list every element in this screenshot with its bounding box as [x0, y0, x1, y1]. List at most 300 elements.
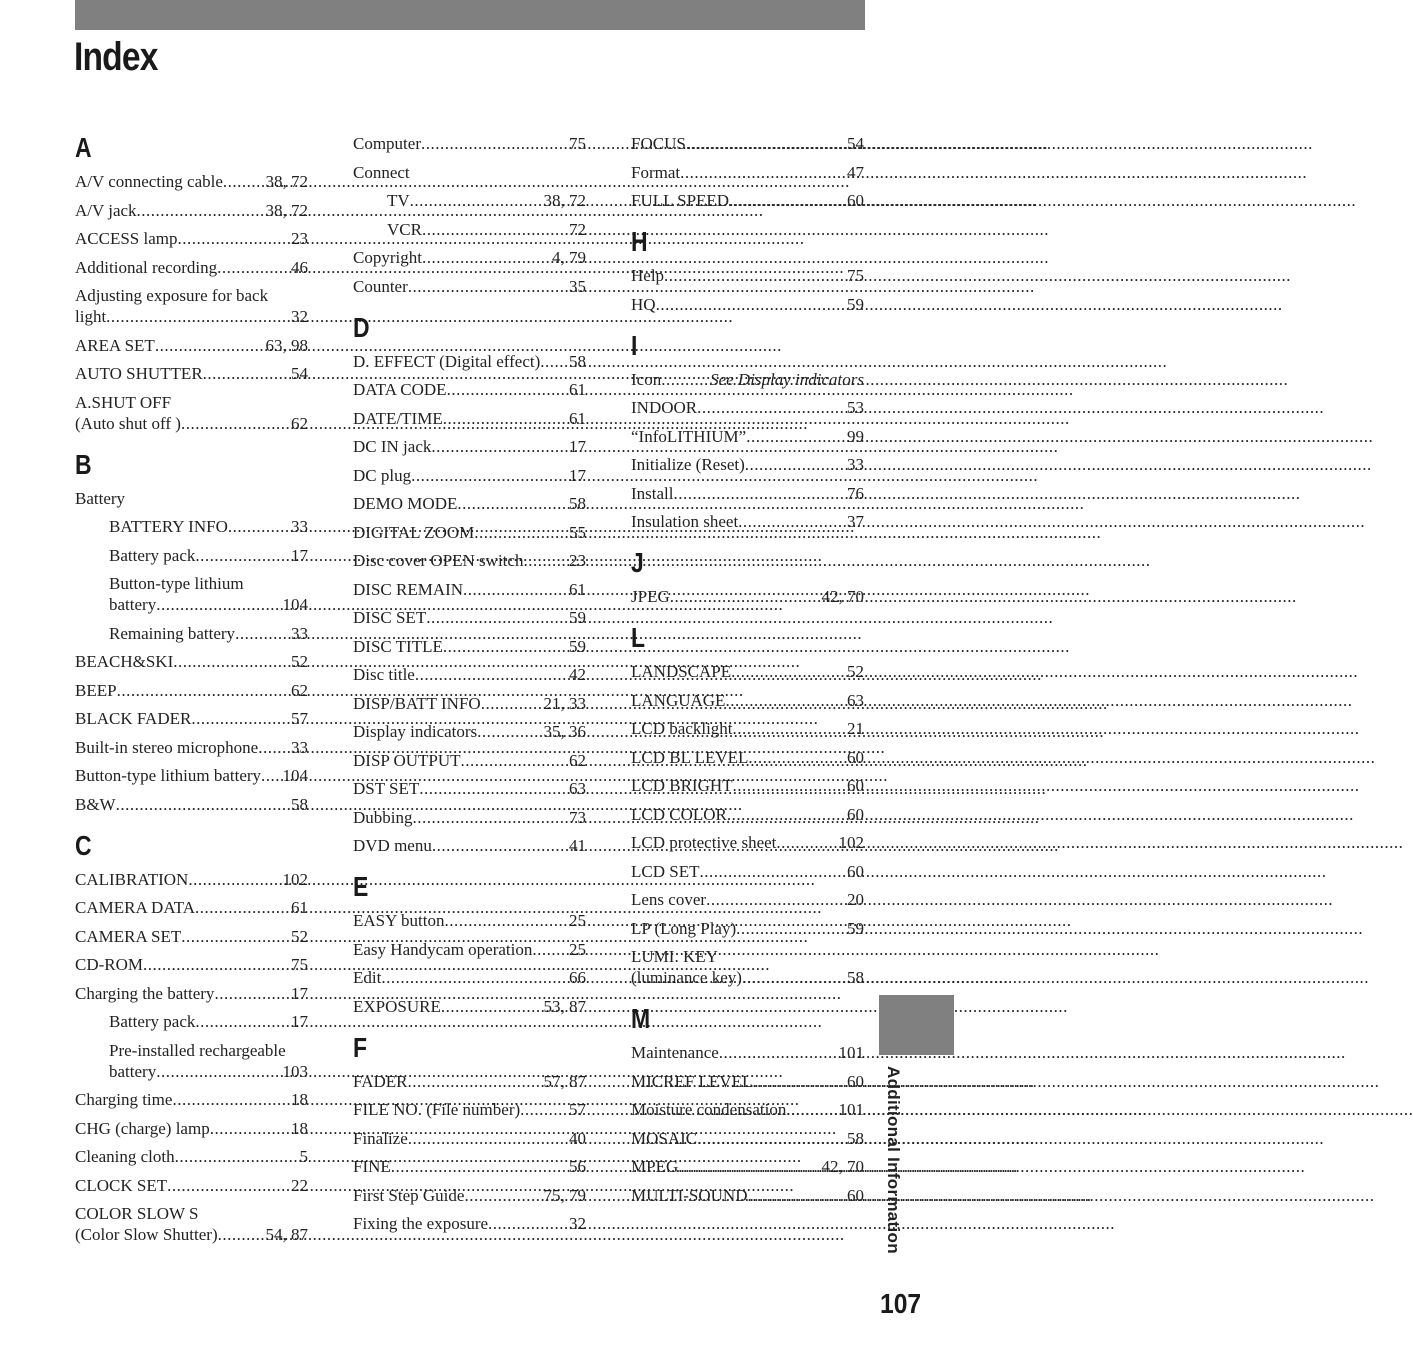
section-label-container: [877, 1066, 909, 1258]
entry-term: FILE NO. (File number): [353, 1100, 521, 1119]
dot-leader: [463, 579, 567, 600]
entry-term: LCD BRIGHT: [631, 776, 733, 795]
section-letter: M: [631, 1003, 651, 1034]
entry-page: 101: [838, 1043, 864, 1062]
entry-page: 73: [569, 807, 586, 827]
entry-term: Finalize: [353, 1128, 408, 1148]
entry-page: 53: [847, 398, 864, 417]
dot-leader: [381, 967, 567, 988]
entry-page: 17: [569, 465, 586, 485]
index-entry: [75, 1203, 308, 1245]
entry-page: 60: [847, 1185, 864, 1205]
entry-page: 60: [847, 776, 864, 795]
entry-page: 58: [569, 351, 586, 371]
dot-leader: [408, 1128, 567, 1149]
entry-line: [631, 1156, 864, 1177]
section-tab: [879, 995, 954, 1055]
index-column-1: [75, 133, 308, 1253]
index-entry: [631, 1156, 864, 1177]
dot-leader: [674, 483, 846, 504]
dot-leader: [686, 133, 845, 154]
dot-leader: [195, 1011, 289, 1032]
entry-term: MULTI-SOUND: [631, 1185, 748, 1205]
dot-leader: [488, 1213, 567, 1234]
entry-line: [631, 775, 864, 796]
entry-term-line: COLOR SLOW S: [75, 1204, 199, 1223]
index-entry: [353, 1128, 586, 1149]
entry-line: [75, 1224, 308, 1245]
index-entry: [631, 426, 864, 447]
index-entry: [631, 586, 864, 607]
index-entry: [353, 1071, 586, 1092]
dot-leader: [457, 493, 567, 514]
index-entry: [353, 522, 586, 543]
dot-leader: [664, 265, 845, 286]
dot-leader: [736, 918, 845, 939]
entry-line: [353, 1213, 586, 1234]
dot-leader: [697, 1128, 845, 1149]
index-entry: [75, 488, 308, 509]
entry-page: 25: [569, 911, 586, 930]
section-letter: H: [631, 226, 648, 257]
dot-leader: [680, 162, 845, 183]
section-letter: B: [75, 448, 92, 480]
entry-term: Computer: [353, 134, 421, 153]
entry-term: AREA SET: [75, 335, 155, 355]
entry-term: DC IN jack: [353, 437, 432, 456]
entry-page: 75: [847, 266, 864, 285]
entry-page: 38, 72: [265, 172, 308, 191]
entry-line: [353, 1099, 586, 1120]
index-entry: [631, 483, 864, 504]
index-entry: [353, 939, 586, 960]
index-entry: [75, 1175, 308, 1196]
dot-leader: [156, 1061, 280, 1082]
dot-leader: [742, 967, 845, 988]
entry-line: [75, 765, 308, 786]
index-entry: [631, 454, 864, 475]
entry-term: DISP OUTPUT: [353, 750, 461, 770]
entry-term: battery: [109, 595, 157, 614]
dot-leader: [167, 1175, 289, 1196]
entry-term: Help: [631, 266, 665, 285]
index-entry: [75, 983, 308, 1004]
entry-term-line: Pre-installed rechargeable: [109, 1040, 286, 1060]
index-entry: [75, 285, 308, 327]
index-entry: [353, 693, 586, 714]
entry-page: 54, 87: [265, 1225, 308, 1244]
entry-page: 60: [847, 747, 864, 767]
entry-line: [353, 807, 586, 828]
entry-line: [109, 545, 308, 566]
entry-term: LCD protective sheet: [631, 833, 777, 852]
entry-page: 58: [569, 494, 586, 513]
index-entry: [631, 661, 864, 682]
entry-term: Edit: [353, 968, 382, 987]
index-entry: [353, 351, 586, 372]
dot-leader: [137, 200, 264, 221]
entry-page: 54: [847, 134, 864, 153]
entry-term: (luminance key): [631, 968, 742, 987]
entry-term: Disc title: [353, 665, 415, 684]
index-entry: [631, 294, 864, 315]
entry-term: DIGITAL ZOOM: [353, 522, 475, 542]
entry-page: 40: [569, 1128, 586, 1148]
entry-line: [353, 162, 586, 183]
section-letter: I: [631, 329, 638, 361]
entry-line: [631, 1071, 864, 1092]
dot-leader: [444, 910, 567, 931]
entry-page: 4, 79: [552, 248, 586, 267]
entry-line: [353, 379, 586, 400]
dot-leader: [776, 832, 836, 853]
entry-page: 104: [282, 766, 308, 785]
entry-term: Copyright: [353, 248, 422, 267]
entry-line: [353, 493, 586, 514]
index-section: [353, 133, 586, 297]
index-entry: [631, 1128, 864, 1149]
entry-term: Display indicators: [353, 722, 478, 741]
entry-page: 101: [838, 1100, 864, 1119]
index-entry: [75, 1040, 308, 1082]
dot-leader: [461, 750, 567, 771]
entry-term: CD-ROM: [75, 955, 144, 974]
index-entry: [631, 918, 864, 939]
entry-page: 33: [847, 455, 864, 474]
index-entry: [353, 967, 586, 988]
entry-page: 59: [847, 294, 864, 314]
entry-page: 42, 70: [821, 587, 864, 606]
entry-page: 33: [291, 623, 308, 643]
entry-line: [353, 579, 586, 600]
dot-leader: [228, 516, 289, 537]
entry-page: 21, 33: [543, 693, 586, 713]
dot-leader: [733, 775, 845, 796]
section-letter: D: [353, 311, 370, 343]
index-entry: [631, 1042, 864, 1063]
dot-leader: [477, 721, 541, 742]
dot-leader: [235, 623, 289, 644]
entry-page: 17: [291, 545, 308, 565]
entry-line: [353, 607, 586, 628]
dot-leader: [413, 807, 568, 828]
entry-line: [631, 397, 864, 418]
entry-line: [75, 869, 308, 890]
entry-term: A/V connecting cable: [75, 172, 223, 191]
index-entry: [631, 832, 864, 853]
entry-line: [631, 190, 864, 211]
dot-leader: [745, 454, 845, 475]
header-bar: [75, 0, 865, 30]
index-section: [631, 227, 864, 315]
entry-line: [353, 1128, 586, 1149]
entry-line: [109, 516, 308, 537]
entry-term: Connect: [353, 162, 410, 182]
entry-page: 102: [838, 833, 864, 852]
dot-leader: [117, 680, 289, 701]
index-entry: [75, 200, 308, 221]
entry-line: [631, 586, 864, 607]
dot-leader: [656, 294, 845, 315]
dot-leader: [210, 1118, 289, 1139]
entry-term: DISC TITLE: [353, 636, 443, 656]
entry-page: 20: [847, 890, 864, 909]
entry-term-line: Adjusting exposure for back: [75, 286, 269, 305]
index-entry: [353, 778, 586, 799]
entry-line: [75, 926, 308, 947]
dot-leader: [155, 335, 264, 356]
dot-leader: [786, 1099, 836, 1120]
entry-term: INDOOR: [631, 398, 698, 417]
entry-page: 57: [569, 1100, 586, 1119]
entry-line: [353, 835, 586, 856]
dot-leader: [523, 550, 567, 571]
entry-line: [109, 623, 308, 644]
entry-term: FOCUS: [631, 134, 686, 153]
index-entry: [75, 545, 308, 566]
entry-term: First Step Guide: [353, 1185, 465, 1205]
index-entry: [75, 573, 308, 615]
entry-page: 60: [847, 1071, 864, 1091]
entry-term: Easy Handycam operation: [353, 939, 533, 959]
entry-term: FULL SPEED: [631, 191, 730, 210]
dot-leader: [421, 133, 567, 154]
index-section: [75, 450, 308, 815]
index-section: [631, 331, 864, 533]
entry-page: 104: [282, 595, 308, 614]
entry-page: 62: [291, 413, 308, 433]
entry-term: Fixing the exposure: [353, 1214, 489, 1233]
index-entry: [353, 276, 586, 297]
entry-line: [631, 889, 864, 910]
dot-leader: [217, 257, 289, 278]
entry-term-line: LUMI. KEY: [631, 947, 718, 966]
dot-leader: [752, 1071, 845, 1092]
entry-page: 75, 79: [543, 1185, 586, 1205]
entry-line: [353, 247, 586, 268]
entry-page: 38, 72: [265, 200, 308, 220]
index-entry: [75, 794, 308, 815]
entry-line: [75, 488, 308, 509]
index-entry: [353, 133, 586, 154]
dot-leader: [481, 693, 542, 714]
page-number: 107: [880, 1288, 922, 1319]
index-entry: [631, 1185, 864, 1206]
dot-leader: [441, 996, 542, 1017]
entry-line: [75, 983, 308, 1004]
entry-term-line: Button-type lithium: [109, 574, 244, 593]
entry-page: 18: [291, 1090, 308, 1109]
entry-term: Counter: [353, 276, 408, 296]
entry-term: Insulation sheet: [631, 512, 739, 531]
dot-leader: [156, 594, 280, 615]
entry-term: BEACH&SKI: [75, 652, 174, 671]
dot-leader: [532, 939, 567, 960]
entry-term: DISP/BATT INFO: [353, 693, 481, 713]
entry-line: [353, 522, 586, 543]
dot-leader: [178, 228, 290, 249]
dot-leader: [218, 1224, 264, 1245]
entry-line: [631, 1185, 864, 1206]
entry-page: 17: [291, 983, 308, 1003]
dot-leader: [410, 190, 542, 211]
entry-term: A/V jack: [75, 200, 137, 220]
index-entry: [631, 1099, 864, 1120]
index-entry: [631, 1071, 864, 1092]
index-column-2: [353, 133, 586, 1242]
entry-line: [353, 664, 586, 685]
entry-page: 63: [847, 690, 864, 710]
entry-term: CHG (charge) lamp: [75, 1118, 210, 1138]
section-letter: J: [631, 547, 644, 578]
index-entry: [75, 1146, 308, 1167]
index-section: [75, 831, 308, 1246]
index-entry: [75, 228, 308, 249]
index-entry: [353, 1185, 586, 1206]
entry-term: DVD menu: [353, 836, 432, 855]
index-entry: [75, 516, 308, 537]
entry-page: 58: [291, 794, 308, 814]
entry-line: [631, 747, 864, 768]
entry-line: [353, 1071, 586, 1092]
entry-page: 103: [282, 1061, 308, 1081]
entry-line: [75, 1175, 308, 1196]
entry-term: MICREF LEVEL: [631, 1071, 753, 1091]
entry-line: [75, 171, 308, 192]
entry-line: [75, 897, 308, 918]
index-entry: [631, 718, 864, 739]
dot-leader: [422, 219, 567, 240]
entry-line: [631, 369, 864, 390]
entry-page: 72: [569, 219, 586, 239]
entry-line: [75, 363, 308, 384]
entry-line: [109, 1061, 308, 1082]
entry-page: 61: [291, 898, 308, 917]
index-entry: [353, 636, 586, 657]
dot-leader: [214, 983, 289, 1004]
entry-page: 21: [847, 719, 864, 738]
entry-line: [353, 276, 586, 297]
entry-page: 57, 87: [543, 1071, 586, 1091]
index-section: [353, 313, 586, 857]
page-title: Index: [74, 35, 158, 79]
entry-page: 57: [291, 709, 308, 728]
entry-term: BLACK FADER: [75, 709, 192, 728]
index-entry: [75, 708, 308, 729]
entry-page: 32: [291, 307, 308, 326]
entry-page: 63, 98: [265, 335, 308, 355]
index-entry: [353, 550, 586, 571]
entry-line: [631, 832, 864, 853]
entry-line: [75, 413, 308, 434]
index-entry: [75, 926, 308, 947]
index-entry: [353, 493, 586, 514]
entry-page: 61: [569, 579, 586, 599]
entry-term: BATTERY INFO: [109, 517, 228, 536]
entry-line: [631, 1128, 864, 1149]
index-entry: [75, 623, 308, 644]
index-entry: [631, 190, 864, 211]
index-entry: [353, 465, 586, 486]
entry-page: 99: [847, 426, 864, 446]
dot-leader: [175, 1146, 298, 1167]
index-entry: [353, 379, 586, 400]
entry-page: 32: [569, 1214, 586, 1233]
entry-line: [75, 1118, 308, 1139]
entry-term: TV: [387, 191, 410, 210]
dot-leader: [540, 351, 567, 372]
entry-term: AUTO SHUTTER: [75, 364, 203, 383]
dot-leader: [661, 369, 708, 390]
index-entry: [75, 1011, 308, 1032]
index-entry: [353, 436, 586, 457]
entry-page: 37: [847, 512, 864, 531]
index-section: [631, 1004, 864, 1206]
index-entry: [353, 1099, 586, 1120]
entry-term: Battery pack: [109, 545, 196, 565]
entry-page: 60: [847, 191, 864, 210]
entry-line: [75, 1089, 308, 1110]
entry-term: Maintenance: [631, 1043, 719, 1062]
dot-leader: [261, 765, 280, 786]
section-letter: C: [75, 829, 92, 861]
entry-line: [353, 351, 586, 372]
index-entry: [75, 1089, 308, 1110]
entry-line: [353, 967, 586, 988]
entry-line: [75, 1146, 308, 1167]
entry-page: 102: [282, 869, 308, 889]
entry-line: [75, 954, 308, 975]
dot-leader: [173, 651, 289, 672]
entry-term: DC plug: [353, 465, 412, 485]
entry-term: FINE: [353, 1157, 391, 1176]
dot-leader: [426, 607, 567, 628]
entry-term: Lens cover: [631, 890, 707, 909]
entry-page: 63: [569, 779, 586, 798]
entry-line: [631, 967, 864, 988]
entry-line: [109, 1011, 308, 1032]
entry-term: DATA CODE: [353, 380, 447, 399]
dot-leader: [443, 408, 567, 429]
dot-leader: [464, 1185, 541, 1206]
entry-page: 33: [291, 517, 308, 536]
entry-term: ACCESS lamp: [75, 229, 178, 248]
entry-term: EASY button: [353, 911, 445, 930]
entry-term: LCD backlight: [631, 719, 733, 738]
dot-leader: [181, 413, 289, 434]
section-letter: E: [353, 871, 369, 902]
entry-term: LCD SET: [631, 861, 700, 881]
entry-term: CAMERA DATA: [75, 898, 196, 917]
dot-leader: [520, 1099, 567, 1120]
entry-page: 59: [847, 918, 864, 938]
index-entry: [631, 397, 864, 418]
entry-line: [353, 996, 586, 1017]
entry-line: [631, 483, 864, 504]
entry-line: [631, 426, 864, 447]
index-entry: [631, 265, 864, 286]
entry-term: CLOCK SET: [75, 1175, 168, 1195]
entry-term: battery: [109, 1061, 157, 1081]
dot-leader: [697, 397, 845, 418]
entry-line: [387, 219, 586, 240]
dot-leader: [474, 522, 567, 543]
entry-page: 25: [569, 939, 586, 959]
index-entry: [631, 162, 864, 183]
dot-leader: [195, 897, 289, 918]
entry-page: 5: [299, 1147, 308, 1166]
entry-term: (Auto shut off ): [75, 413, 181, 433]
